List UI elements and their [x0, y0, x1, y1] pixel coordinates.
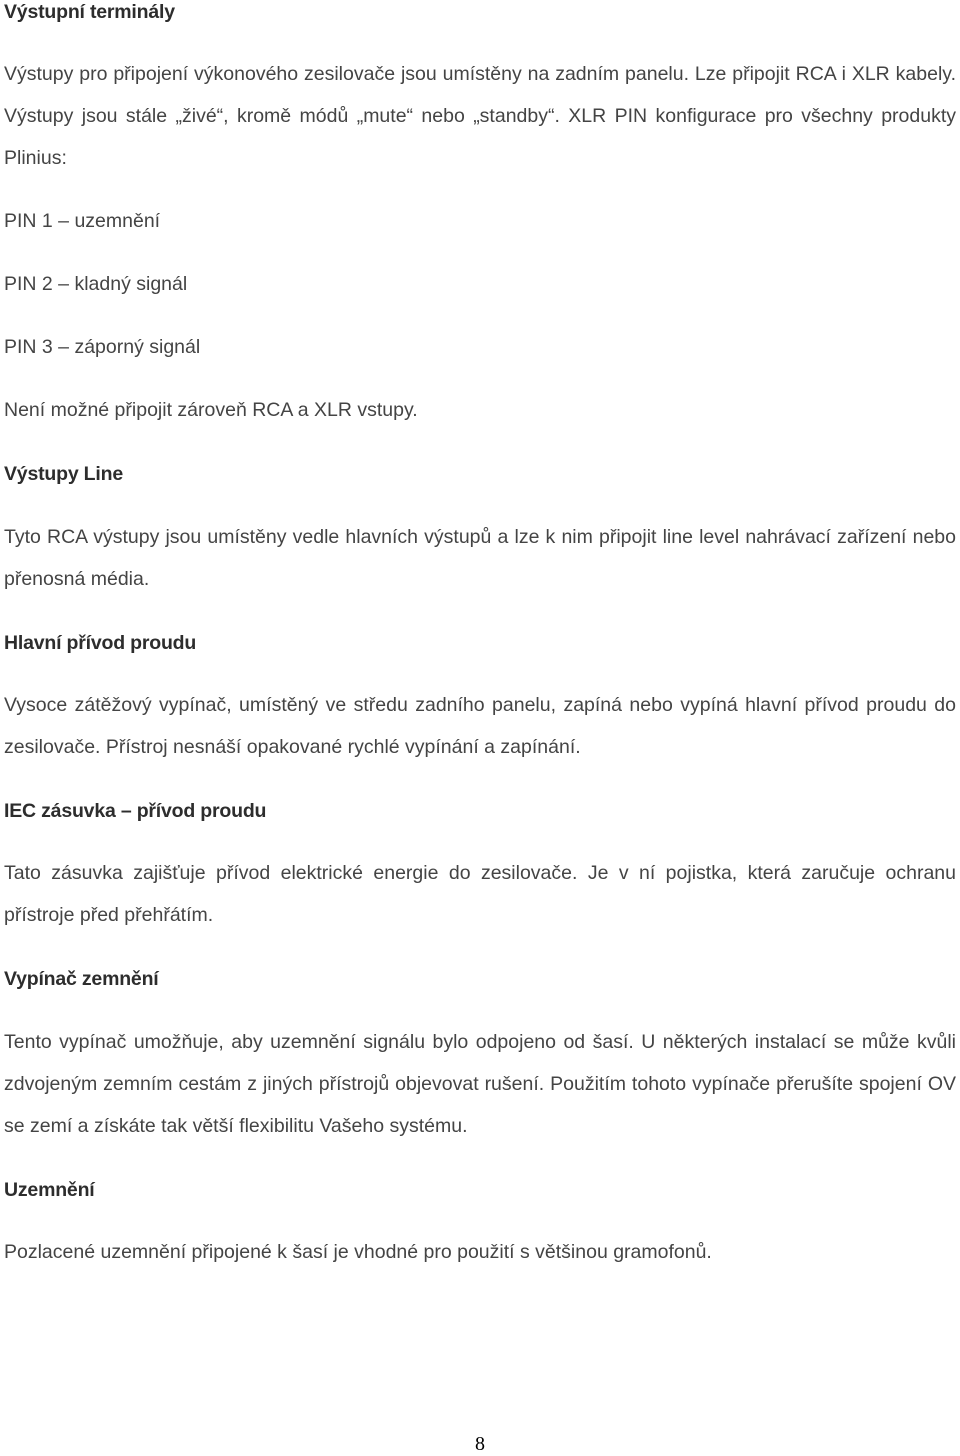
paragraph-rca-xlr-note: Není možné připojit zároveň RCA a XLR vstupy. [4, 399, 418, 421]
heading-grounding: Uzemnění [4, 1179, 95, 1201]
heading-iec-socket: IEC zásuvka – přívod proudu [4, 800, 267, 822]
paragraph-iec-socket: Tato zásuvka zajišťuje přívod elektrické energie do zesilovače. Je v ní pojistka, která zaručuje ochranu přístroje před přehřátím. [4, 862, 956, 926]
pin-1-line: PIN 1 – uzemnění [4, 210, 161, 232]
heading-output-terminals: Výstupní terminály [4, 1, 175, 23]
pin-3-line: PIN 3 – záporný signál [4, 336, 201, 358]
heading-line-outputs: Výstupy Line [4, 463, 123, 485]
paragraph-output-terminals: Výstupy pro připojení výkonového zesilovače jsou umístěny na zadním panelu. Lze připojit RCA i XLR kabely. Výstupy jsou stále „živé“, kromě módů „mute“ nebo „standby“. XLR PIN konfigurace pro všechny produkty Plinius: [4, 63, 956, 169]
paragraph-ground-switch: Tento vypínač umožňuje, aby uzemnění signálu bylo odpojeno od šasí. U některých instalací se může kvůli zdvojeným zemním cestám z jiných přístrojů objevovat rušení. Použitím tohoto vypínače přerušíte spojení OV se zemí a získáte tak větší flexibilitu Vašeho systému. [4, 1031, 956, 1137]
paragraph-grounding: Pozlacené uzemnění připojené k šasí je vhodné pro použití s většinou gramofonů. [4, 1241, 712, 1263]
pin-2-line: PIN 2 – kladný signál [4, 273, 188, 295]
heading-main-power: Hlavní přívod proudu [4, 632, 197, 654]
paragraph-line-outputs: Tyto RCA výstupy jsou umístěny vedle hlavních výstupů a lze k nim připojit line level nahrávací zařízení nebo přenosná média. [4, 526, 956, 590]
page-number: 8 [475, 1433, 485, 1455]
paragraph-main-power: Vysoce zátěžový vypínač, umístěný ve středu zadního panelu, zapíná nebo vypíná hlavní přívod proudu do zesilovače. Přístroj nesnáší opakované rychlé vypínání a zapínání. [4, 694, 956, 758]
heading-ground-switch: Vypínač zemnění [4, 968, 159, 990]
